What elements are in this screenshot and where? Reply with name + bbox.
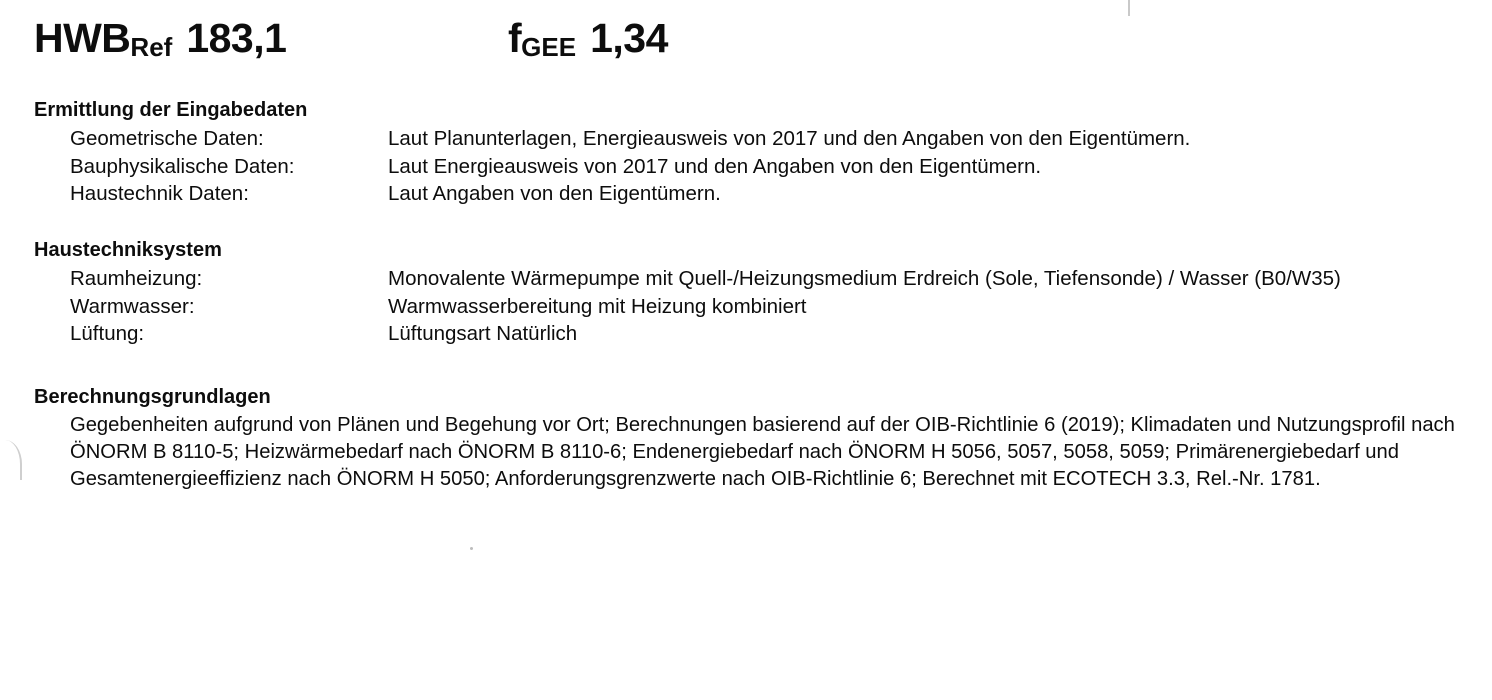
data-row (70, 265, 1454, 293)
fgee-indicator (508, 15, 668, 62)
row-value: Warmwasserbereitung mit Heizung kombiniert (388, 294, 807, 318)
row-label: Warmwasser: (70, 294, 195, 318)
berechnungsgrundlagen-text: Gegebenheiten aufgrund von Plänen und Begehung vor Ort; Berechnungen basierend auf der OIB-Richtlinie 6 (2019); Klimadaten und Nutzungsprofil nach ÖNORM B 8110-5; Heizwärmebedarf nach ÖNORM B 8110-6; Endenergiebedarf nach ÖNORM H 5056, 5057, 5058, 5059; Primärenergiebedarf und Gesamtenergieeffizienz nach ÖNORM H 5050; Anforderungsgrenzwerte nach OIB-Richtlinie 6; Berechnet mit ECOTECH 3.3, Rel.-Nr. 1781. (70, 414, 1455, 490)
section-title: Haustechniksystem (34, 239, 222, 261)
data-row (70, 320, 1454, 348)
section-berechnungsgrundlagen (34, 385, 1454, 493)
section-haustechniksystem (34, 238, 1454, 348)
key-figures-row (0, 8, 1492, 74)
hwb-ref-name: HWB (34, 15, 131, 61)
data-row (70, 180, 1454, 208)
row-value: Monovalente Wärmepumpe mit Quell-/Heizungsmedium Erdreich (Sole, Tiefensonde) / Wasser (B0/W35) (388, 267, 1341, 290)
scan-curve-mark (0, 440, 22, 480)
section-title: Ermittlung der Eingabedaten (34, 99, 308, 121)
row-value: Lüftungsart Natürlich (388, 322, 578, 346)
fgee-name: f (508, 15, 522, 61)
fgee-value: 1,34 (590, 15, 668, 61)
hwb-ref-subscript: Ref (130, 32, 173, 62)
data-row (70, 125, 1454, 153)
haustechnik-rows (70, 265, 1454, 348)
row-value: Laut Energieausweis von 2017 und den Angaben von den Eigentümern. (388, 154, 1042, 178)
row-label: Geometrische Daten: (70, 127, 264, 150)
hwb-ref-indicator (34, 15, 287, 62)
row-label: Lüftung: (70, 322, 145, 346)
row-label: Haustechnik Daten: (70, 182, 249, 206)
data-row (70, 153, 1454, 181)
row-label: Raumheizung: (70, 267, 203, 290)
row-label: Bauphysikalische Daten: (70, 154, 295, 178)
section-title: Berechnungsgrundlagen (34, 386, 271, 408)
row-value: Laut Angaben von den Eigentümern. (388, 182, 721, 206)
row-value: Laut Planunterlagen, Energieausweis von 2017 und den Angaben von den Eigentümern. (388, 127, 1191, 150)
scan-speck (470, 547, 473, 550)
hwb-ref-value: 183,1 (186, 15, 287, 61)
data-row (70, 293, 1454, 321)
fgee-subscript: GEE (521, 32, 577, 62)
eingabedaten-rows (70, 125, 1454, 208)
section-ermittlung-der-eingabedaten (34, 98, 1454, 208)
